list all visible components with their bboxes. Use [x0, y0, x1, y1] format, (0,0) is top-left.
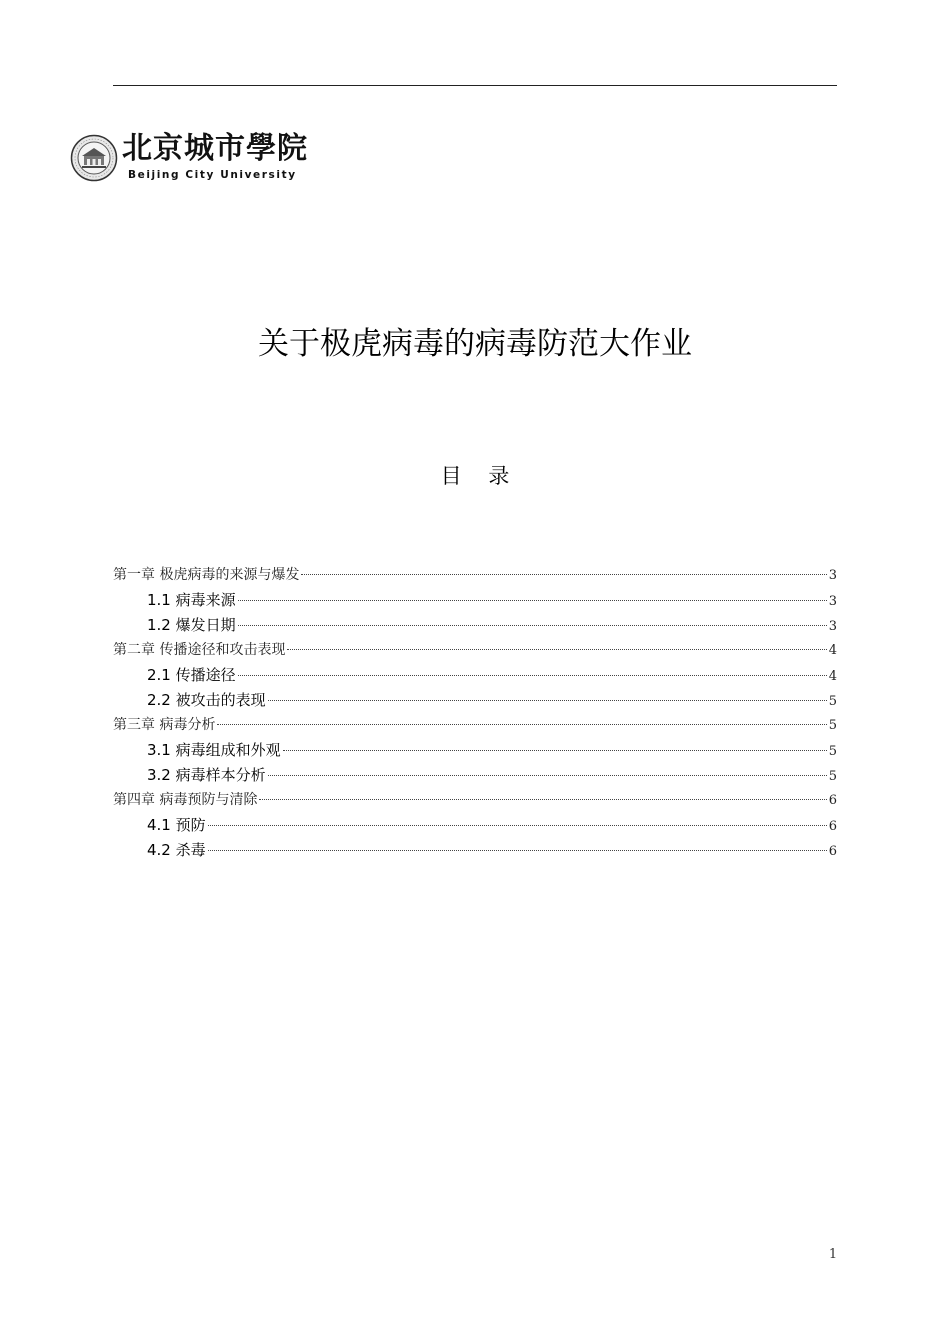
- toc-chapter-entry[interactable]: [113, 638, 837, 663]
- toc-entry-label: 1.2 爆发日期: [147, 616, 236, 634]
- toc-dot-leader: [287, 649, 826, 650]
- toc-entry-label: 2.2 被攻击的表现: [147, 691, 266, 709]
- toc-dot-leader: [301, 574, 826, 575]
- toc-dot-leader: [283, 750, 827, 751]
- toc-entry-page: 3: [828, 568, 837, 583]
- toc-entry-page: 5: [828, 744, 837, 759]
- toc-dot-leader: [268, 775, 827, 776]
- toc-dot-leader: [268, 700, 827, 701]
- toc-section-entry[interactable]: [113, 738, 837, 763]
- toc-section-entry[interactable]: [113, 763, 837, 788]
- toc-section-entry[interactable]: [113, 613, 837, 638]
- toc-chapter-entry[interactable]: [113, 788, 837, 813]
- toc-entry-page: 3: [828, 594, 837, 609]
- toc-entry-label: 第四章 病毒预防与清除: [113, 792, 258, 808]
- table-of-contents: [113, 563, 837, 863]
- toc-entry-page: 6: [828, 819, 837, 834]
- toc-chapter-entry[interactable]: [113, 713, 837, 738]
- toc-heading: 目 录: [440, 464, 510, 488]
- toc-entry-label: 4.2 杀毒: [147, 841, 206, 859]
- page-number: 1: [828, 1247, 838, 1262]
- toc-chapter-entry[interactable]: [113, 563, 837, 588]
- toc-section-entry[interactable]: [113, 588, 837, 613]
- toc-section-entry[interactable]: [113, 663, 837, 688]
- toc-entry-label: 第一章 极虎病毒的来源与爆发: [113, 567, 300, 583]
- toc-dot-leader: [238, 600, 827, 601]
- toc-entry-label: 4.1 预防: [147, 816, 206, 834]
- university-name-en: Beijing City University: [128, 169, 297, 181]
- toc-entry-label: 2.1 传播途径: [147, 666, 236, 684]
- toc-entry-page: 6: [828, 844, 837, 859]
- university-logo: [70, 130, 320, 186]
- university-name-cn: 北京城市學院: [122, 131, 308, 166]
- toc-dot-leader: [259, 799, 826, 800]
- toc-entry-page: 5: [828, 718, 837, 733]
- toc-dot-leader: [217, 724, 826, 725]
- toc-dot-leader: [238, 625, 827, 626]
- toc-entry-page: 6: [828, 793, 837, 808]
- toc-entry-label: 第三章 病毒分析: [113, 717, 216, 733]
- toc-entry-page: 5: [828, 694, 837, 709]
- toc-dot-leader: [208, 850, 827, 851]
- university-seal-icon: [70, 134, 118, 182]
- toc-entry-label: 第二章 传播途径和攻击表现: [113, 642, 286, 658]
- toc-entry-page: 3: [828, 619, 837, 634]
- toc-entry-page: 4: [828, 669, 837, 684]
- header-rule: [113, 85, 837, 86]
- toc-entry-label: 3.2 病毒样本分析: [147, 766, 266, 784]
- toc-section-entry[interactable]: [113, 813, 837, 838]
- toc-entry-page: 5: [828, 769, 837, 784]
- toc-entry-label: 3.1 病毒组成和外观: [147, 741, 281, 759]
- toc-dot-leader: [238, 675, 827, 676]
- toc-section-entry[interactable]: [113, 688, 837, 713]
- toc-entry-label: 1.1 病毒来源: [147, 591, 236, 609]
- toc-section-entry[interactable]: [113, 838, 837, 863]
- toc-entry-page: 4: [828, 643, 837, 658]
- toc-dot-leader: [208, 825, 827, 826]
- document-title: 关于极虎病毒的病毒防范大作业: [258, 326, 692, 362]
